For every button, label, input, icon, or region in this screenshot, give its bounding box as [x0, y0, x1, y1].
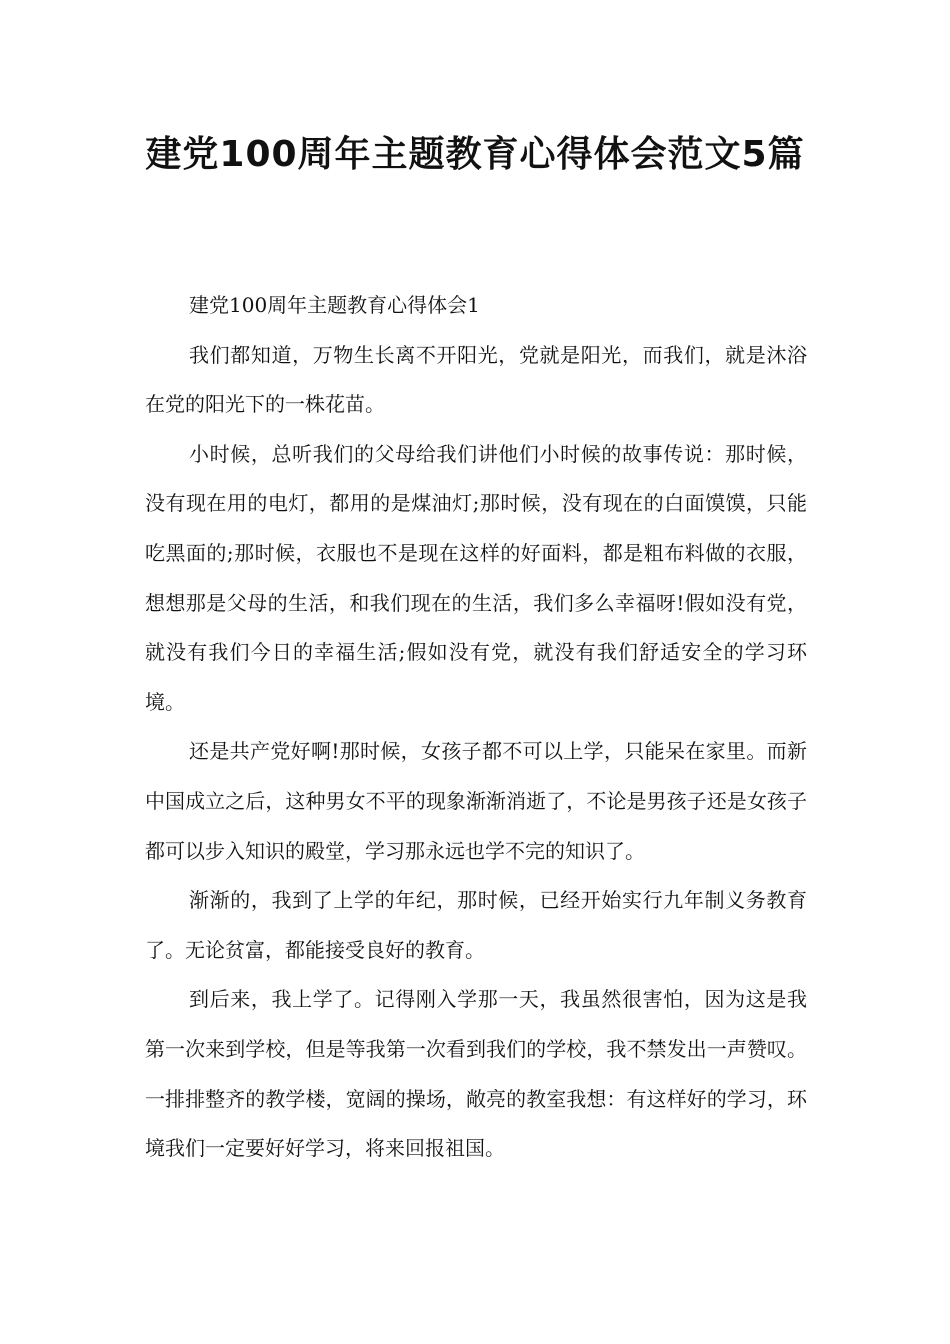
document-body: [145, 281, 807, 1174]
paragraph: 我们都知道，万物生长离不开阳光，党就是阳光，而我们，就是沐浴在党的阳光下的一株花苗。: [145, 342, 807, 417]
section-heading: 建党100周年主题教育心得体会1: [189, 293, 480, 317]
paragraph: 还是共产党好啊!那时候，女孩子都不可以上学，只能呆在家里。而新中国成立之后，这种男女不平的现象渐渐消逝了，不论是男孩子还是女孩子都可以步入知识的殿堂，学习那永远也学不完的知识了。: [145, 739, 807, 863]
paragraph: 小时候，总听我们的父母给我们讲他们小时候的故事传说：那时候，没有现在用的电灯，都用的是煤油灯;那时候，没有现在的白面馍馍，只能吃黑面的;那时候，衣服也不是现在这样的好面料，都是粗布料做的衣服，想想那是父母的生活，和我们现在的生活，我们多么幸福呀!假如没有党，就没有我们今日的幸福生活;假如没有党，就没有我们舒适安全的学习环境。: [145, 441, 807, 714]
paragraph: 到后来，我上学了。记得刚入学那一天，我虽然很害怕，因为这是我第一次来到学校，但是等我第一次看到我们的学校，我不禁发出一声赞叹。一排排整齐的教学楼，宽阔的操场，敞亮的教室我想：有这样好的学习，环境我们一定要好好学习，将来回报祖国。: [145, 987, 807, 1161]
document-title: 建党100周年主题教育心得体会范文5篇: [145, 134, 805, 175]
paragraph: 渐渐的，我到了上学的年纪，那时候，已经开始实行九年制义务教育了。无论贫富，都能接受良好的教育。: [145, 888, 807, 962]
